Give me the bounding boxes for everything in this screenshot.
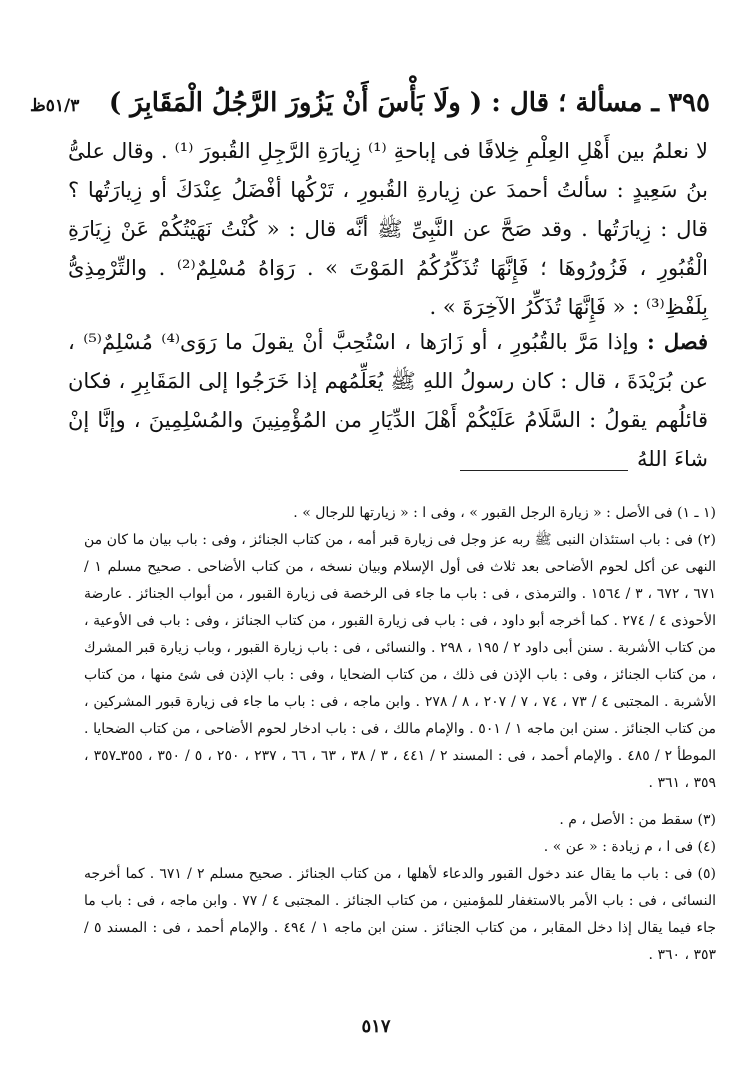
footnotes <box>84 500 716 969</box>
issue-heading: ٣٩٥ ـ مسألة ؛ قال : ( ولَا بَأْسَ أَنْ يَزُورَ الرَّجُلُ الْمَقَابِرَ ) <box>108 88 710 118</box>
footnote-2: (٢) فى : باب استئذان النبى ﷺ ربه عز وجل فى زيارة قبر أمه ، من كتاب الجنائز ، وفى : باب بيان ما كان من النهى عن أكل لحوم الأضاحى بعد ثلاث فى أول الإسلام وبيان نسخه ، من كتاب الأضاحى . صحيح مسلم ١ / ٦٧١ ، ٦٧٢ ، ٣ / ١٥٦٤ . والترمذى ، فى : باب ما جاء فى الرخصة فى زيارة القبور ، من أبواب الجنائز . عارضة الأحوذى ٤ / ٢٧٤ . كما أخرجه أبو داود ، فى : باب فى زيارة القبور ، من كتاب الجنائز ، وفى : باب فى الأوعية ، من كتاب الأشربة . سنن أبى داود ٢ / ١٩٥ ، ٢٩٨ . والنسائى ، فى : باب زيارة القبور ، وباب زيارة قبر المشرك ، من كتاب الجنائز ، وفى : باب الإذن فى ذلك ، من كتاب الضحايا ، وفى : باب الإذن فى شئ منها ، من كتاب الأشربة . المجتبى ٤ / ٧٣ ، ٧٤ ، ٧ / ٢٠٧ ، ٨ / ٢٧٨ . وابن ماجه ، فى : باب ما جاء فى زيارة قبور المشركين ، من كتاب الجنائز . سنن ابن ماجه ١ / ٥٠١ . والإمام مالك ، فى : باب ادخار لحوم الأضاحى ، من كتاب الضحايا . الموطأ ٢ / ٤٨٥ . والإمام أحمد ، فى : المسند ٢ / ٤٤١ ، ٣ / ٣٨ ، ٦٣ ، ٦٦ ، ٢٣٧ ، ٢٥٠ ، ٥ / ٣٥٠ ، ٣٥٥ـ٣٥٧ ، ٣٥٩ ، ٣٦١ . <box>84 532 717 791</box>
section-text: وإذا مَرَّ بالقُبُورِ ، أو زَارَها ، اسْتُحِبَّ أنْ يقولَ ما رَوَى⁽⁴⁾ مُسْلِمٌ⁽⁵⁾ ، عن بُرَيْدَةَ ، قال : كان رسولُ اللهِ ﷺ يُعَلِّمُهم إذا خَرَجُوا إلى المَقَابِرِ ، فكان قائلُهم يقولُ : السَّلَامُ عَلَيْكُمْ أَهْلَ الدِّيَارِ من المُؤْمِنِينَ والمُسْلِمِينَ ، وإنَّا إنْ شاءَ اللهُ <box>68 330 708 471</box>
footnote-3: (٣) سقط من : الأصل ، م . <box>559 812 716 828</box>
section-label: فصل : <box>647 329 708 354</box>
main-paragraph: لا نعلمُ بين أَهْلِ العِلْمِ خِلافًا فى إباحةِ ⁽¹⁾ زِيارَةِ الرَّجِلِ القُبورَ ⁽¹⁾ . وقال علىُّ بنُ سَعِيدٍ : سألتُ أحمدَ عن زِيارةِ القُبورِ ، تَرْكُها أفْضَلُ عِنْدَكَ أو زِيارَتُها ؟ قال : زِيارَتُها . وقد صَحَّ عن النَّبِىِّ ﷺ أنَّه قال : « كُنْتُ نَهَيْتُكُمْ عَنْ زِيَارَةِ الْقُبُورِ ، فَزُورُوهَا ؛ فَإِنَّهَا تُذَكِّرُكُمُ المَوْتَ » . رَوَاهُ مُسْلِمٌ⁽²⁾ . والتِّرْمِذِىُّ بِلَفْظِ⁽³⁾ : « فَإِنَّهَا تُذَكِّرُ الآخِرَةَ » . <box>68 139 708 319</box>
page-number: ٥١٧ <box>361 1016 391 1037</box>
footnote-4: (٤) فى ا ، م زيادة : « عن » . <box>543 839 716 855</box>
manuscript-folio-reference: ٥١/٣ظ <box>30 96 80 116</box>
footnote-1: (١ ـ ١) فى الأصل : « زيارة الرجل القبور » ، وفى ا : « زيارتها للرجال » . <box>293 505 716 521</box>
page-header <box>30 88 710 128</box>
section-paragraph <box>68 322 708 479</box>
footnote-5: (٥) فى : باب ما يقال عند دخول القبور والدعاء لأهلها ، من كتاب الجنائز . صحيح مسلم ٢ / ٦٧١ . كما أخرجه النسائى ، فى : باب الأمر بالاستغفار للمؤمنين ، من كتاب الجنائز . المجتبى ٤ / ٧٧ . وابن ماجه ، فى : باب ما جاء فيما يقال إذا دخل المقابر ، من كتاب الجنائز . سنن ابن ماجه ١ / ٤٩٤ . والإمام أحمد ، فى : المسند ٥ / ٣٥٣ ، ٣٦٠ . <box>84 866 717 963</box>
footnote-separator <box>460 470 628 471</box>
